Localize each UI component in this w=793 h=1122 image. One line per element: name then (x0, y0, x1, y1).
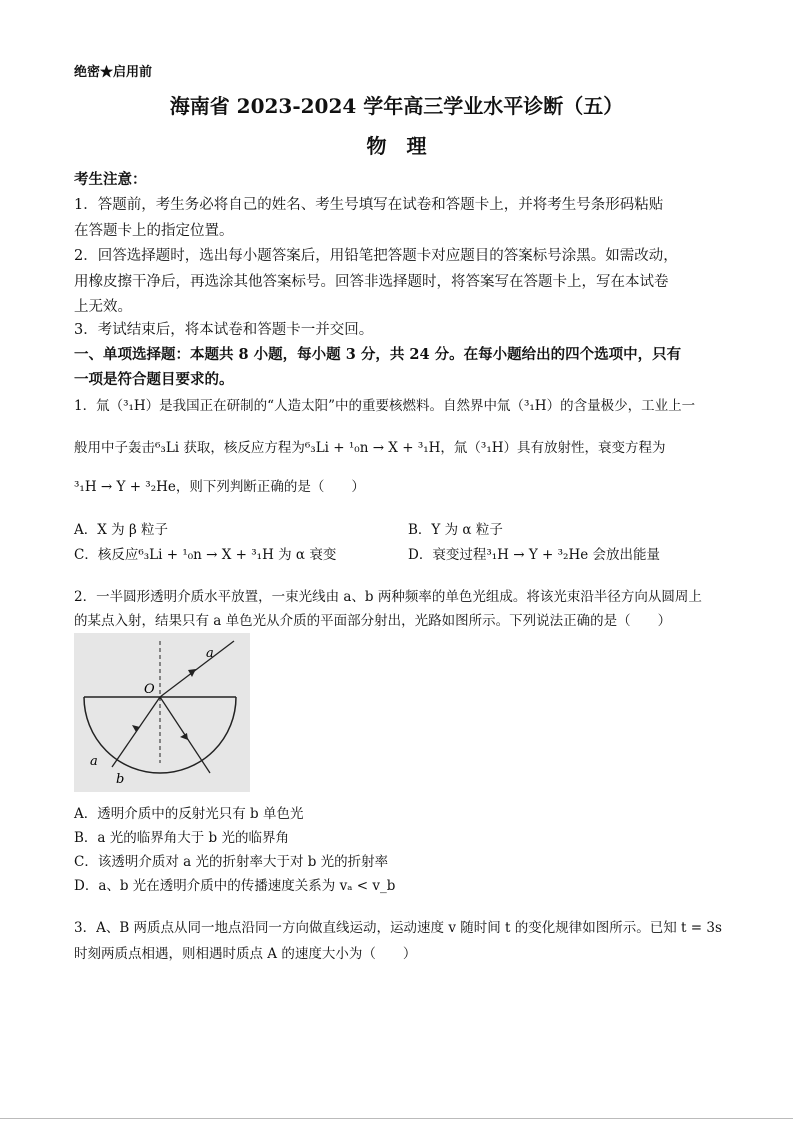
notice-line: 2．回答选择题时，选出每小题答案后，用铅笔把答题卡对应题目的答案标号涂黑。如需改动， (74, 248, 678, 264)
label-b-in: b (116, 772, 125, 787)
label-a-out: a (206, 646, 214, 661)
q2-option-d: D．a、b 光在透明介质中的传播速度关系为 vₐ < v_b (74, 878, 396, 894)
ray-a-out (160, 641, 234, 697)
notice-line: 用橡皮擦干净后，再选涂其他答案标号。回答非选择题时，将答案写在答题卡上，写在本试卷 (74, 274, 669, 290)
section-heading: 一项是符合题目要求的。 (74, 371, 234, 388)
arrow-icon (188, 669, 196, 677)
notice-line: 3．考试结束后，将本试卷和答题卡一并交回。 (74, 322, 374, 338)
q2-option-a: A．透明介质中的反射光只有 b 单色光 (74, 806, 304, 822)
q2-stem: 的某点入射，结果只有 a 单色光从介质的平面部分射出，光路如图所示。下列说法正确的是（ ） (74, 613, 672, 629)
notice-line: 上无效。 (74, 299, 132, 315)
label-o: O (144, 682, 155, 697)
q2-stem: 2．一半圆形透明介质水平放置，一束光线由 a、b 两种频率的单色光组成。将该光束沿半径方向从圆周上 (74, 589, 702, 605)
section-heading: 一、单项选择题：本题共 8 小题，每小题 3 分，共 24 分。在每小题给出的四个选项中，只有 (74, 346, 682, 363)
q1-option-a: A．X 为 β 粒子 (74, 522, 169, 538)
q3-stem: 3．A、B 两质点从同一地点沿同一方向做直线运动，运动速度 v 随时间 t 的变化规律如图所示。已知 t = 3s (74, 920, 722, 936)
q1-option-b: B．Y 为 α 粒子 (408, 522, 503, 538)
q1-stem: 般用中子轰击⁶₃Li 获取，核反应方程为⁶₃Li + ¹₀n → X + ³₁H，氚（³₁H）具有放射性，衰变方程为 (74, 440, 666, 456)
exam-title: 海南省 2023-2024 学年高三学业水平诊断（五） (169, 94, 624, 118)
light-path-figure (74, 633, 250, 792)
q1-option-d: D．衰变过程³₁H → Y + ³₂He 会放出能量 (408, 547, 660, 563)
q1-stem: ³₁H → Y + ³₂He，则下列判断正确的是（ ） (74, 479, 365, 495)
secret-label: 绝密★启用前 (74, 65, 153, 80)
q1-stem: 1．氚（³₁H）是我国正在研制的“人造太阳”中的重要核燃料。自然界中氚（³₁H）的含量极少，工业上一 (74, 398, 696, 414)
notice-line: 1．答题前，考生务必将自己的姓名、考生号填写在试卷和答题卡上，并将考生号条形码粘贴 (74, 197, 664, 213)
subject-title: 物 理 (366, 134, 427, 158)
q1-option-c: C．核反应⁶₃Li + ¹₀n → X + ³₁H 为 α 衰变 (74, 547, 337, 563)
q3-stem: 时刻两质点相遇，则相遇时质点 A 的速度大小为（ ） (74, 946, 417, 962)
notice-line: 在答题卡上的指定位置。 (74, 223, 234, 239)
q2-option-c: C．该透明介质对 a 光的折射率大于对 b 光的折射率 (74, 854, 389, 870)
label-a-in: a (90, 754, 98, 769)
q2-option-b: B．a 光的临界角大于 b 光的临界角 (74, 830, 289, 846)
page-bottom-rule (0, 1118, 793, 1119)
notice-heading: 考生注意： (74, 171, 147, 188)
